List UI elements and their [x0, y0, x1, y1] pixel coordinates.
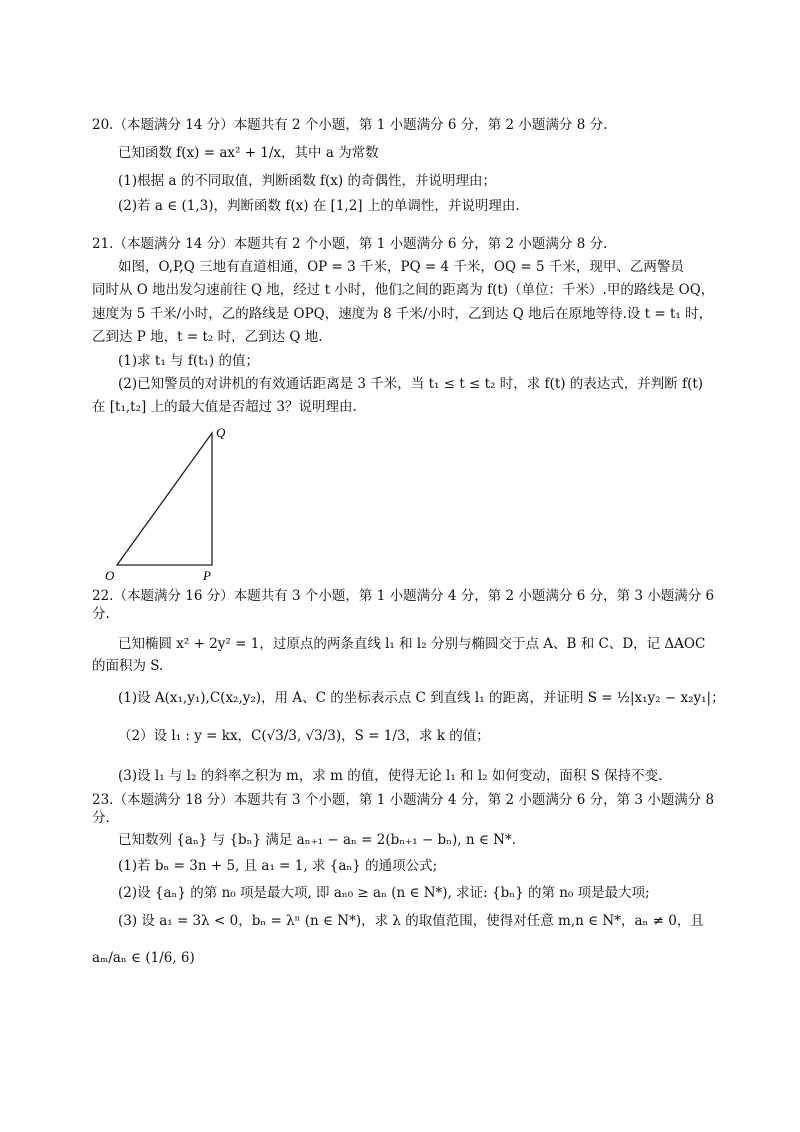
problem-20-given: 已知函数 f(x) = ax² + 1/x，其中 a 为常数: [118, 145, 379, 161]
problem-21-question-2-line-2: 在 [t₁,t₂] 上的最大值是否超过 3？说明理由.: [92, 399, 357, 415]
problem-22-question-1: (1)设 A(x₁,y₁),C(x₂,y₂)，用 A、C 的坐标表示点 C 到直线 l₁ 的距离，并证明 S = ½|x₁y₂ − x₂y₁|；: [118, 690, 725, 706]
problem-21-text-line-2: 同时从 O 地出发匀速前往 Q 地，经过 t 小时，他们之间的距离为 f(t)（单位：千米）.甲的路线是 OQ，: [92, 282, 715, 298]
problem-22-header-line-2: 分.: [92, 606, 110, 622]
problem-21-text-line-1: 如图，O,P,Q 三地有直道相通，OP = 3 千米，PQ = 4 千米，OQ = 5 千米，现甲、乙两警员: [118, 259, 684, 275]
problem-22-question-2: （2）设 l₁ : y = kx，C(√3/3, √3/3)，S = 1/3，求 k 的值；: [118, 728, 490, 744]
triangle-opq: [117, 433, 212, 565]
problem-23-question-1: (1)若 bₙ = 3n + 5, 且 a₁ = 1, 求 {aₙ} 的通项公式;: [118, 858, 438, 874]
problem-22-question-3: (3)设 l₁ 与 l₂ 的斜率之积为 m，求 m 的值，使得无论 l₁ 和 l₂ 如何变动，面积 S 保持不变.: [118, 768, 663, 784]
problem-20-header: 20.（本题满分 14 分）本题共有 2 个小题，第 1 小题满分 6 分，第 2 小题满分 8 分.: [92, 117, 608, 133]
problem-23-question-2: (2)设 {aₙ} 的第 n₀ 项是最大项, 即 aₙ₀ ≥ aₙ (n ∈ N*), 求证: {bₙ} 的第 n₀ 项是最大项;: [118, 885, 650, 901]
problem-20-question-2: (2)若 a ∈ (1,3)，判断函数 f(x) 在 [1,2] 上的单调性，并说明理由.: [118, 198, 520, 214]
problem-21-question-2-line-1: (2)已知警员的对讲机的有效通话距离是 3 千米，当 t₁ ≤ t ≤ t₂ 时，求 f(t) 的表达式，并判断 f(t): [118, 376, 704, 392]
label-p: P: [203, 568, 211, 583]
label-q: Q: [216, 425, 226, 440]
problem-22-header-line-1: 22.（本题满分 16 分）本题共有 3 个小题，第 1 小题满分 4 分，第 2 小题满分 6 分，第 3 小题满分 6: [92, 588, 715, 604]
problem-22-given-line-1: 已知椭圆 x² + 2y² = 1，过原点的两条直线 l₁ 和 l₂ 分别与椭圆交于点 A、B 和 C、D，记 ΔAOC: [118, 636, 706, 652]
problem-23-question-3-line-2: aₘ/aₙ ∈ (1/6, 6): [92, 950, 195, 966]
triangle-figure: [95, 425, 235, 585]
problem-23-question-3-line-1: (3) 设 a₁ = 3λ < 0，bₙ = λⁿ (n ∈ N*)，求 λ 的取值范围，使得对任意 m,n ∈ N*，aₙ ≠ 0，且: [118, 913, 704, 929]
problem-21-question-1: (1)求 t₁ 与 f(t₁) 的值；: [118, 353, 259, 369]
problem-23-given: 已知数列 {aₙ} 与 {bₙ} 满足 aₙ₊₁ − aₙ = 2(bₙ₊₁ − bₙ), n ∈ N*.: [118, 832, 517, 848]
problem-23-header-line-1: 23.（本题满分 18 分）本题共有 3 个小题，第 1 小题满分 4 分，第 2 小题满分 6 分，第 3 小题满分 8: [92, 792, 715, 808]
problem-20-question-1: (1)根据 a 的不同取值，判断函数 f(x) 的奇偶性，并说明理由；: [118, 173, 496, 189]
problem-22-given-line-2: 的面积为 S.: [92, 658, 164, 674]
problem-21-header: 21.（本题满分 14 分）本题共有 2 个小题，第 1 小题满分 6 分，第 2 小题满分 8 分.: [92, 236, 608, 252]
problem-21-text-line-4: 乙到达 P 地，t = t₂ 时，乙到达 Q 地.: [92, 329, 323, 345]
label-o: O: [105, 568, 115, 583]
problem-23-header-line-2: 分.: [92, 810, 110, 826]
problem-21-text-line-3: 速度为 5 千米/小时，乙的路线是 OPQ，速度为 8 千米/小时，乙到达 Q 地后在原地等待.设 t = t₁ 时，: [92, 306, 713, 322]
